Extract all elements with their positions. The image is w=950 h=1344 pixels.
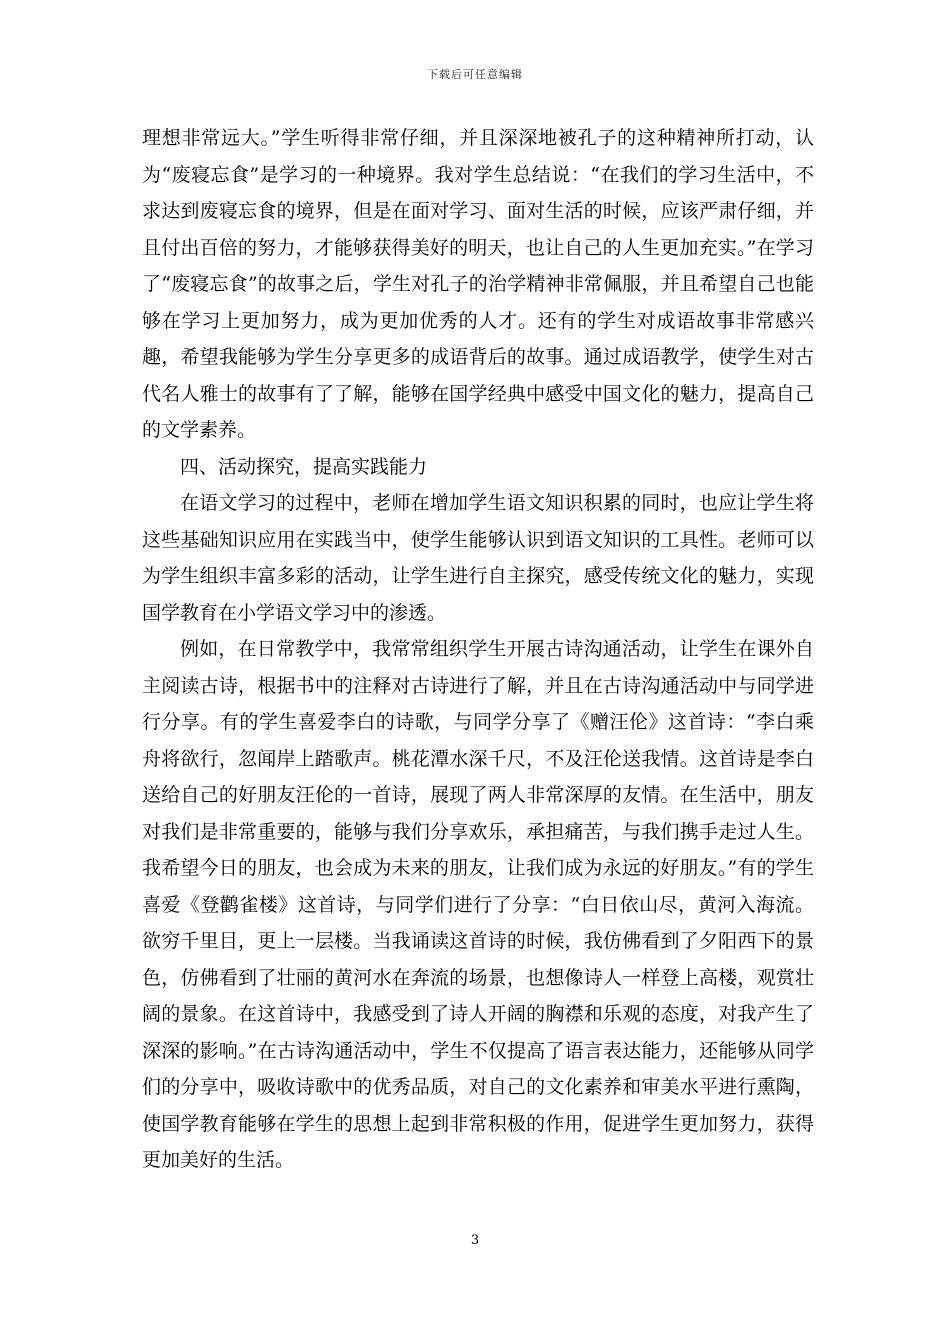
paragraph-continuation: 理想非常远大。”学生听得非常仔细，并且深深地被孔子的这种精神所打动，认为“废寝忘食”是学习的一种境界。我对学生总结说：“在我们的学习生活中，不求达到废寝忘食的境界，但是在面对学习、面对生活的时候，应该严肃仔细，并且付出百倍的努力，才能够获得美好的明天，也让自己的人生更加充实。”在学习了“废寝忘食”的故事之后，学生对孔子的治学精神非常佩服，并且希望自己也能够在学习上更加努力，成为更加优秀的人才。还有的学生对成语故事非常感兴趣，希望我能够为学生分享更多的成语背后的故事。通过成语教学，使学生对古代名人雅士的故事有了了解，能够在国学经典中感受中国文化的魅力，提高自己的文学素养。 — [142, 127, 814, 441]
paragraph: 在语文学习的过程中，老师在增加学生语文知识积累的同时，也应让学生将这些基础知识应用在实践当中，使学生能够认识到语文知识的工具性。老师可以为学生组织丰富多彩的活动，让学生进行自主探究，感受传统文化的魅力，实现国学教育在小学语文学习中的渗透。 — [142, 492, 814, 624]
paragraph: 例如，在日常教学中，我常常组织学生开展古诗沟通活动，让学生在课外自主阅读古诗，根据书中的注释对古诗进行了解，并且在古诗沟通活动中与同学进行分享。有的学生喜爱李白的诗歌，与同学分享了《赠汪伦》这首诗：“李白乘舟将欲行，忽闻岸上踏歌声。桃花潭水深千尺，不及汪伦送我情。这首诗是李白送给自己的好朋友汪伦的一首诗，展现了两人非常深厚的友情。在生活中，朋友对我们是非常重要的，能够与我们分享欢乐，承担痛苦，与我们携手走过人生。我希望今日的朋友，也会成为未来的朋友，让我们成为永远的好朋友。”有的学生喜爱《登鹳雀楼》这首诗，与同学们进行了分享：“白日依山尽，黄河入海流。欲穷千里目，更上一层楼。当我诵读这首诗的时候，我仿佛看到了夕阳西下的景色，仿佛看到了壮丽的黄河水在奔流的场景，也想像诗人一样登上高楼，观赏壮阔的景象。在这首诗中，我感受到了诗人开阔的胸襟和乐观的态度，对我产生了深深的影响。”在古诗沟通活动中，学生不仅提高了语言表达能力，还能够从同学们的分享中，吸收诗歌中的优秀品质，对自己的文化素养和审美水平进行熏陶，使国学教育能够在学生的思想上起到非常积极的作用，促进学生更加努力，获得更加美好的生活。 — [142, 638, 814, 1171]
page-number: 3 — [470, 1233, 480, 1248]
page-header: 下载后可任意编辑 — [427, 68, 523, 81]
section-heading: 四、活动探究，提高实践能力 — [180, 455, 428, 478]
document-body — [142, 120, 814, 1179]
